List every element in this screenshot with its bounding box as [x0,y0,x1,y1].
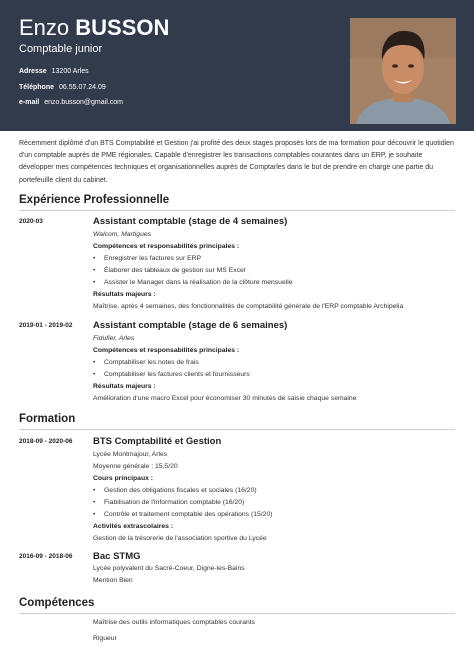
first-name: Enzo [19,15,70,40]
email-value[interactable]: enzo.busson@gmail.com [44,99,123,106]
candidate-name [19,14,169,42]
last-name: BUSSON [75,15,170,40]
list-item: • Comptabiliser les notes de frais [93,359,199,366]
entry-title: Bac STMG [93,551,141,562]
results-text: Amélioration d'une macro Excel pour économiser 30 minutes de saisie chaque semaine [93,395,357,402]
job-title: Comptable junior [19,43,103,55]
list-item: • Enregistrer les factures sur ERP [93,255,202,262]
mention-text: Mention Bien [93,577,133,584]
entry-company: Fidufier, Arles [93,335,135,342]
profile-summary: Récemment diplômé d'un BTS Comptabilité et Gestion j'ai profité des deux stages proposés lors de ma formation pour découvrir le quotidien d'un comptable auprès de PME régionales. Capable d'enregistrer les transactions comptables courantes dans un ERP, je souhaite développer mes compétences techniques et organisationnelles auprès de Comptarles dans le but de prendre en charge une partie du portefeuille client du cabinet. [19,140,454,184]
skills-heading: Compétences [19,597,95,609]
list-item: • Élaborer des tableaux de gestion sur MS Excel [93,267,246,274]
entry-date: 2016-09 - 2018-06 [19,553,73,560]
school-name: Lycée polyvalent du Sacré-Coeur, Digne-les-Bains [93,565,245,572]
phone-label: Téléphone [19,84,55,91]
entry-company: Walcom, Martigues [93,231,152,238]
results-text: Maîtrise, après 4 semaines, des fonctionnalités de comptabilité générale de l'ERP comptable Archipelia [93,303,404,310]
address-value: 13200 Arles [51,68,89,75]
entry-title: Assistant comptable (stage de 6 semaines) [93,320,288,331]
phone-value: 06.55.07.24.09 [59,84,106,91]
entry-date: 2019-01 - 2019-02 [19,322,73,329]
entry-date: 2020-03 [19,218,43,225]
list-item: • Contrôle et traitement comptable des opérations (15/20) [93,511,273,518]
profile-photo [350,18,456,124]
list-item: • Comptabiliser les factures clients et fournisseurs [93,371,250,378]
entry-date: 2018-09 - 2020-06 [19,438,73,445]
contact-email [19,99,123,106]
address-label: Adresse [19,68,47,75]
portrait-image [350,18,456,124]
experience-divider [19,210,455,211]
entry-title: BTS Comptabilité et Gestion [93,436,222,447]
activities-label: Activités extrascolaires : [93,523,174,530]
grade-text: Moyenne générale : 15,5/20 [93,463,178,470]
entry-title: Assistant comptable (stage de 4 semaines) [93,216,288,227]
education-divider [19,429,455,430]
list-item: • Assister le Manager dans la réalisation de la clôture mensuelle [93,279,293,286]
activities-text: Gestion de la trésorerie de l'association sportive du Lycée [93,535,267,542]
contact-phone [19,84,106,91]
resume-header [0,0,474,131]
list-item: • Gestion des obligations fiscales et sociales (16/20) [93,487,257,494]
experience-heading: Expérience Professionnelle [19,194,170,206]
list-item: • Fiabilisation de l'information comptable (16/20) [93,499,245,506]
school-name: Lycée Montmajour, Arles [93,451,168,458]
skills-label: Compétences et responsabilités principales : [93,347,240,354]
results-label: Résultats majeurs : [93,291,156,298]
results-label: Résultats majeurs : [93,383,156,390]
email-label: e-mail [19,99,40,106]
education-heading: Formation [19,413,76,425]
skill-item: Rigueur [93,635,117,642]
courses-label: Cours principaux : [93,475,154,482]
skills-label: Compétences et responsabilités principales : [93,243,240,250]
skill-item: Maîtrise des outils informatiques comptables courants [93,619,256,626]
skills-divider [19,613,455,614]
contact-address [19,68,89,75]
